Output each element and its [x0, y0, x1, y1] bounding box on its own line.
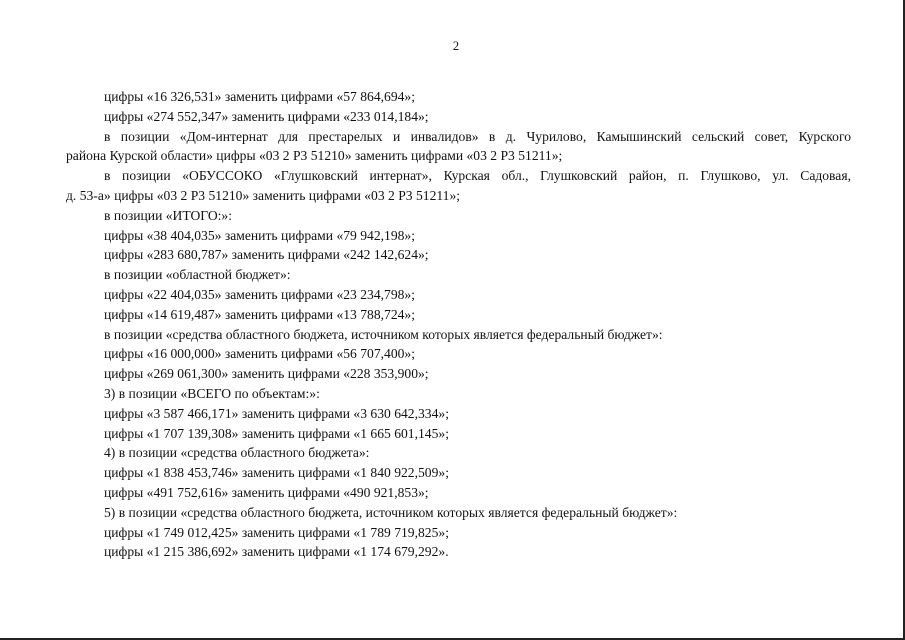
document-line: цифры «38 404,035» заменить цифрами «79 942,198»;: [104, 227, 415, 243]
document-line: цифры «3 587 466,171» заменить цифрами «3 630 642,334»;: [104, 405, 449, 421]
document-line: цифры «283 680,787» заменить цифрами «242 142,624»;: [104, 247, 429, 263]
document-line: цифры «491 752,616» заменить цифрами «490 921,853»;: [104, 484, 429, 500]
document-line: в позиции «ОБУССОКО «Глушковский интернат», Курская обл., Глушковский район, п. Глушково, ул. Садовая,: [104, 168, 851, 184]
document-line: в позиции «ИТОГО:»:: [104, 207, 232, 223]
document-line: цифры «22 404,035» заменить цифрами «23 234,798»;: [104, 286, 415, 302]
document-body: [66, 87, 851, 562]
document-line: в позиции «областной бюджет»:: [104, 267, 291, 283]
document-line: цифры «14 619,487» заменить цифрами «13 788,724»;: [104, 306, 415, 322]
document-line: цифры «1 838 453,746» заменить цифрами «1 840 922,509»;: [104, 465, 449, 481]
page-number: 2: [452, 39, 460, 53]
document-line: района Курской области» цифры «03 2 Р3 51210» заменить цифрами «03 2 Р3 51211»;: [66, 148, 563, 164]
document-line: цифры «16 326,531» заменить цифрами «57 864,694»;: [104, 89, 415, 104]
document-line: цифры «1 707 139,308» заменить цифрами «1 665 601,145»;: [104, 425, 449, 441]
document-line: цифры «274 552,347» заменить цифрами «233 014,184»;: [104, 108, 429, 124]
document-line: 5) в позиции «средства областного бюджета, источником которых является федеральный бюджет»:: [104, 504, 678, 520]
document-line: д. 53-а» цифры «03 2 Р3 51210» заменить цифрами «03 2 Р3 51211»;: [66, 187, 461, 203]
document-line: в позиции «средства областного бюджета, источником которых является федеральный бюджет»:: [104, 326, 663, 342]
document-line: цифры «1 749 012,425» заменить цифрами «1 789 719,825»;: [104, 524, 449, 540]
document-line: в позиции «Дом-интернат для престарелых и инвалидов» в д. Чурилово, Камышинский сельский совет, Курского: [104, 128, 851, 144]
document-line: цифры «1 215 386,692» заменить цифрами «1 174 679,292».: [104, 544, 449, 560]
document-line: 3) в позиции «ВСЕГО по объектам:»:: [104, 385, 320, 401]
document-line: 4) в позиции «средства областного бюджета»:: [104, 445, 370, 461]
document-line: цифры «16 000,000» заменить цифрами «56 707,400»;: [104, 346, 415, 362]
document-line: цифры «269 061,300» заменить цифрами «228 353,900»;: [104, 366, 429, 382]
